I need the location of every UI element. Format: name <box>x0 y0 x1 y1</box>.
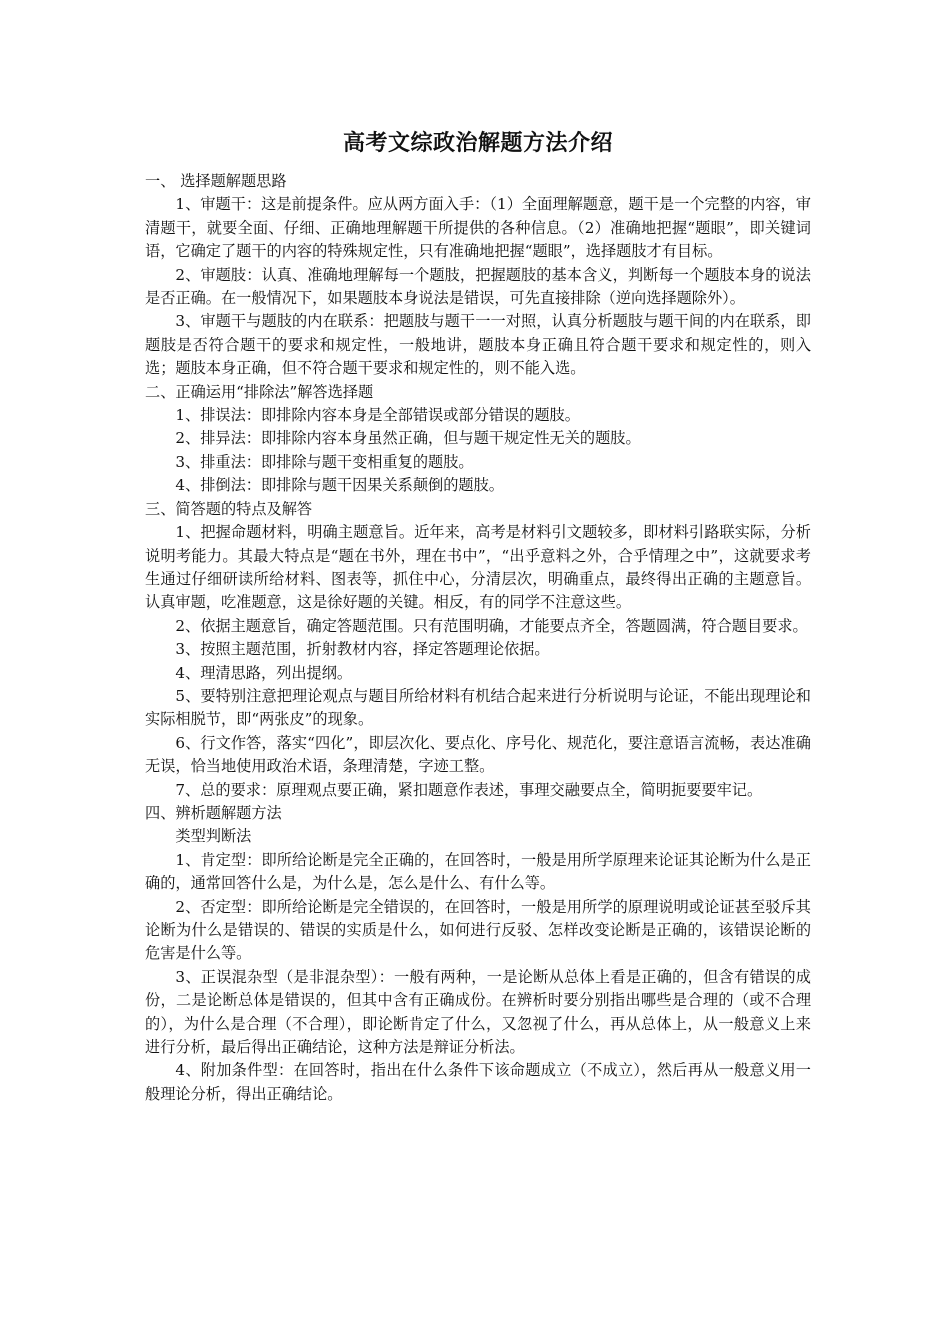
section-heading-3: 三、简答题的特点及解答 <box>145 499 313 518</box>
paragraph: 1、排误法：即排除内容本身是全部错误或部分错误的题肢。 <box>175 406 580 425</box>
paragraph: 1、审题干：这是前提条件。应从两方面入手：（1）全面理解题意，题干是一个完整的内容，审清题干，就要全面、仔细、正确地理解题干所提供的各种信息。（2）准确地把握“题眼”，即关键词语，它确定了题干的内容的特殊规定性，只有准确地把握“题眼”，选择题肢才有目标。 <box>145 195 811 261</box>
document-page <box>145 128 811 1106</box>
paragraph: 5、要特别注意把理论观点与题目所给材料有机结合起来进行分析说明与论证，不能出现理论和实际相脱节，即“两张皮”的现象。 <box>145 686 811 729</box>
section-heading-2: 二、正确运用“排除法”解答选择题 <box>145 382 374 401</box>
section-heading-4: 四、辨析题解题方法 <box>145 803 282 822</box>
paragraph: 1、肯定型：即所给论断是完全正确的，在回答时，一般是用所学原理来论证其论断为什么是正确的，通常回答什么是，为什么是，怎么是什么、有什么等。 <box>145 850 811 893</box>
section-subheading: 类型判断法 <box>175 827 252 846</box>
paragraph: 3、审题干与题肢的内在联系：把题肢与题干一一对照，认真分析题肢与题干间的内在联系，即题肢是否符合题干的要求和规定性，一般地讲，题肢本身正确且符合题干要求和规定性的，则入选；题肢本身正确，但不符合题干要求和规定性的，则不能入选。 <box>145 312 811 378</box>
paragraph: 4、理清思路，列出提纲。 <box>175 663 353 682</box>
paragraph: 7、总的要求：原理观点要正确，紧扣题意作表述，事理交融要点全，简明扼要要牢记。 <box>175 780 763 799</box>
paragraph: 2、审题肢：认真、准确地理解每一个题肢，把握题肢的基本含义，判断每一个题肢本身的说法是否正确。在一般情况下，如果题肢本身说法是错误，可先直接排除（逆向选择题除外）。 <box>145 265 811 308</box>
paragraph: 3、正误混杂型（是非混杂型）：一般有两种，一是论断从总体上看是正确的，但含有错误的成份，二是论断总体是错误的，但其中含有正确成份。在辨析时要分别指出哪些是合理的（或不合理的），为什么是合理（不合理），即论断肯定了什么，又忽视了什么，再从总体上，从一般意义上来进行分析，最后得出正确结论，这种方法是辩证分析法。 <box>145 967 811 1057</box>
section-heading-1: 一、 选择题解题思路 <box>145 172 287 190</box>
document-title: 高考文综政治解题方法介绍 <box>342 130 613 156</box>
paragraph: 3、按照主题范围，折射教材内容，择定答题理论依据。 <box>175 640 550 659</box>
paragraph: 3、排重法：即排除与题干变相重复的题肢。 <box>175 452 474 471</box>
paragraph: 2、依据主题意旨，确定答题范围。只有范围明确，才能要点齐全，答题圆满，符合题目要求。 <box>175 616 808 635</box>
paragraph: 2、否定型：即所给论断是完全错误的，在回答时，一般是用所学的原理说明或论证甚至驳斥其论断为什么是错误的、错误的实质是什么，如何进行反驳、怎样改变论断是正确的，该错误论断的危害是什么等。 <box>145 897 811 963</box>
paragraph: 6、行文作答，落实“四化”，即层次化、要点化、序号化、规范化，要注意语言流畅，表达准确无误，恰当地使用政治术语，条理清楚，字迹工整。 <box>145 733 811 776</box>
paragraph: 2、排异法：即排除内容本身虽然正确，但与题干规定性无关的题肢。 <box>175 429 641 448</box>
paragraph: 4、附加条件型：在回答时，指出在什么条件下该命题成立（不成立），然后再从一般意义用一般理论分析，得出正确结论。 <box>145 1061 811 1103</box>
paragraph: 1、把握命题材料，明确主题意旨。近年来，高考是材料引文题较多，即材料引路联实际，分析说明考能力。其最大特点是“题在书外，理在书中”，“出乎意料之外，合乎情理之中”，这就要求考生通过仔细研读所给材料、图表等，抓住中心，分清层次，明确重点，最终得出正确的主题意旨。认真审题，吃准题意，这是徐好题的关键。相反，有的同学不注意这些。 <box>145 523 811 612</box>
paragraph: 4、排倒法：即排除与题干因果关系颠倒的题肢。 <box>175 476 504 495</box>
